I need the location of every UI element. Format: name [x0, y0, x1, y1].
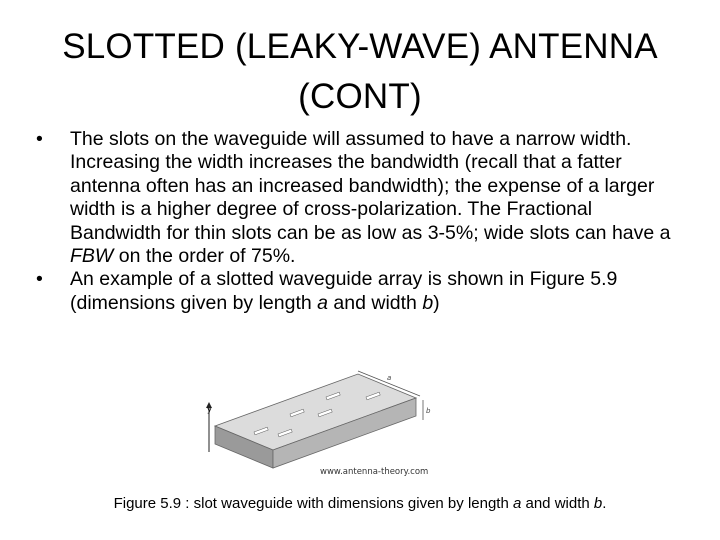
title-line-2: (CONT): [298, 77, 422, 116]
dim-b-label: b: [426, 407, 431, 415]
bullet-item-example: • An example of a slotted waveguide array is shown in Figure 5.9 (dimensions given by length a and width b): [36, 268, 684, 315]
caption-width-symbol: b: [593, 495, 603, 512]
slotted-waveguide-figure: [180, 362, 450, 482]
watermark-text: www.antenna-theory.com: [320, 467, 429, 477]
figure-caption: Figure 5.9 : slot waveguide with dimensions given by length a and width b.: [113, 495, 607, 512]
slide-title: [40, 22, 680, 122]
dim-a-label: a: [387, 374, 392, 382]
length-symbol: a: [317, 291, 328, 314]
width-symbol: b: [422, 291, 434, 314]
waveguide-drawing: [180, 362, 450, 482]
fbw-term: FBW: [70, 245, 114, 268]
bullet-item-slots: • The slots on the waveguide will assumed to have a narrow width. Increasing the width increases the bandwidth (recall that a fatter antenna often has an increased bandwidth); the expense of a larger width is a higher degree of cross-polarization. The Fractional Bandwidth for thin slots can be as low as 3-5%; wide slots can have a FBW on the order of 75%.: [36, 128, 684, 268]
title-line-1: SLOTTED (LEAKY-WAVE) ANTENNA: [62, 27, 658, 66]
bullet-list: [36, 128, 684, 315]
caption-length-symbol: a: [512, 495, 522, 512]
y-axis-label: y: [207, 405, 212, 414]
